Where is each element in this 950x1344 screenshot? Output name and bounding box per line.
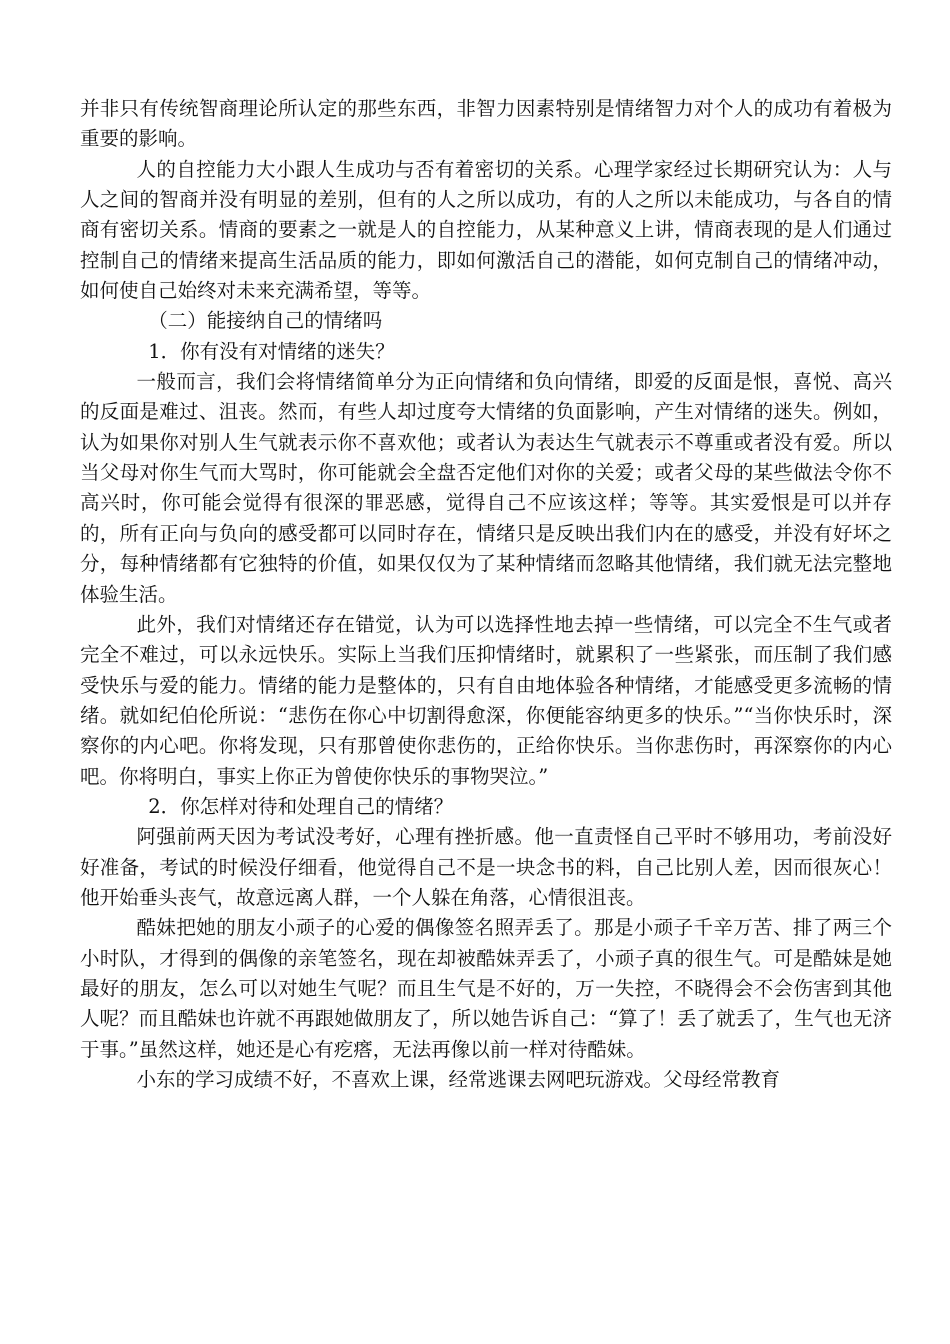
subsection-heading-1: 1．你有没有对情绪的迷失？	[148, 339, 395, 363]
subsection-heading-2: 2．你怎样对待和处理自己的情绪？	[148, 794, 454, 818]
paragraph-xiaodong: 小东的学习成绩不好，不喜欢上课，经常逃课去网吧玩游戏。父母经常教育	[136, 1068, 781, 1091]
paragraph-kumei: 酷妹把她的朋友小顽子的心爱的偶像签名照弄丢了。那是小顽子千辛万苦、排了两三个小时队，才得到的偶像的亲笔签名，现在却被酷妹弄丢了，小顽子真的很生气。可是酷妹是她最好的朋友，怎么可以对她生气呢？而且生气是不好的，万一失控，不晓得会不会伤害到其他人呢？而且酷妹也许就不再跟她做朋友了，所以她告诉自己：“算了！丢了就丢了，生气也无济于事。”虽然这样，她还是心有疙瘩，无法再像以前一样对待酷妹。	[80, 916, 892, 1061]
paragraph-emotion-illusion: 此外，我们对情绪还存在错觉，认为可以选择性地去掉一些情绪，可以完全不生气或者完全不难过，可以永远快乐。实际上当我们压抑情绪时，就累积了一些紧张，而压制了我们感受快乐与爱的能力。情绪的能力是整体的，只有自由地体验各种情绪，才能感受更多流畅的情绪。就如纪伯伦所说：“悲伤在你心中切割得愈深，你便能容纳更多的快乐。”“当你快乐时，深察你的内心吧。你将发现，只有那曾使你悲伤的，正给你快乐。当你悲伤时，再深察你的内心吧。你将明白，事实上你正为曾使你快乐的事物哭泣。”	[80, 612, 892, 788]
paragraph-continuation: 并非只有传统智商理论所认定的那些东西，非智力因素特别是情绪智力对个人的成功有着极为重要的影响。	[80, 97, 892, 151]
section-heading: （二）能接纳自己的情绪吗	[148, 309, 383, 333]
paragraph-self-control: 人的自控能力大小跟人生成功与否有着密切的关系。心理学家经过长期研究认为：人与人之间的智商并没有明显的差别，但有的人之所以成功，有的人之所以未能成功，与各自的情商有密切关系。情商的要素之一就是人的自控能力，从某种意义上讲，情商表现的是人们通过控制自己的情绪来提高生活品质的能力，即如何激活自己的潜能，如何克制自己的情绪冲动，如何使自己始终对未来充满希望，等等。	[80, 157, 892, 303]
paragraph-aqiang: 阿强前两天因为考试没考好，心理有挫折感。他一直责怪自己平时不够用功，考前没好好准备，考试的时候没仔细看，他觉得自己不是一块念书的料，自己比别人差，因而很灰心！他开始垂头丧气，故意远离人群，一个人躲在角落，心情很沮丧。	[80, 825, 892, 909]
paragraph-emotion-confusion: 一般而言，我们会将情绪简单分为正向情绪和负向情绪，即爱的反面是恨，喜悦、高兴的反面是难过、沮丧。然而，有些人却过度夸大情绪的负面影响，产生对情绪的迷失。例如，认为如果你对别人生气就表示你不喜欢他；或者认为表达生气就表示不尊重或者没有爱。所以当父母对你生气而大骂时，你可能就会全盘否定他们对你的关爱；或者父母的某些做法令你不高兴时，你可能会觉得有很深的罪恶感，觉得自己不应该这样；等等。其实爱恨是可以并存的，所有正向与负向的感受都可以同时存在，情绪只是反映出我们内在的感受，并没有好坏之分，每种情绪都有它独特的价值，如果仅仅为了某种情绪而忽略其他情绪，我们就无法完整地体验生活。	[80, 370, 892, 606]
document-page	[80, 94, 892, 1095]
